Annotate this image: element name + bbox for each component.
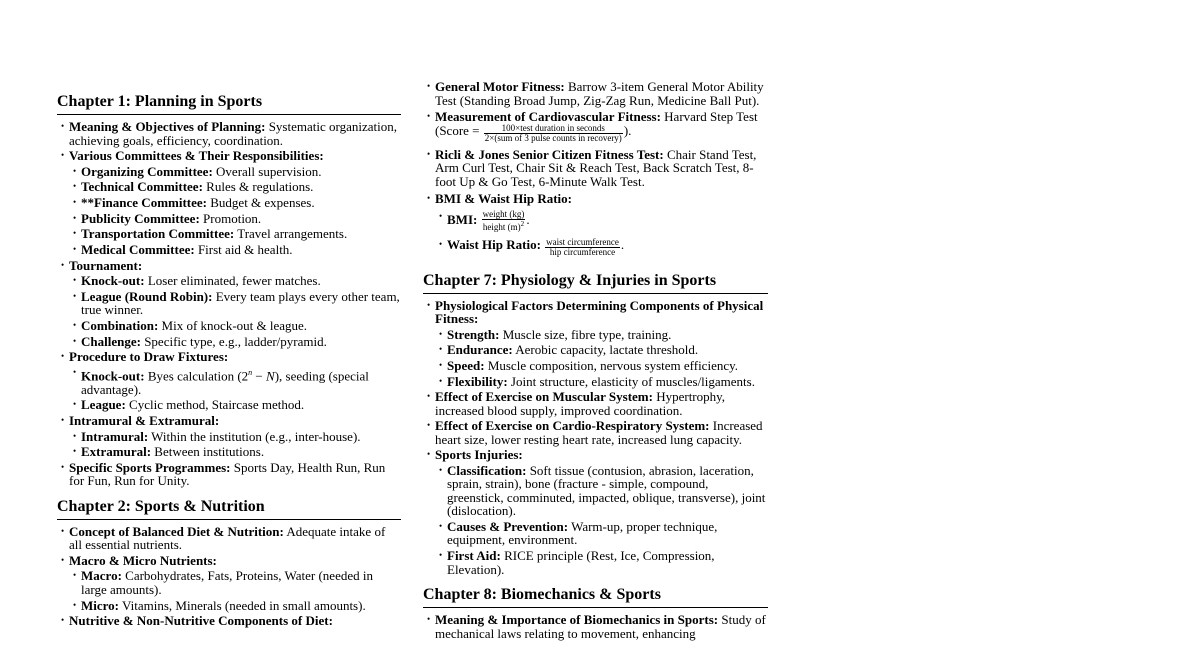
chapter-7-heading: Chapter 7: Physiology & Injuries in Sports <box>423 271 768 294</box>
list-item: • Effect of Exercise on Muscular System: Hypertrophy, increased blood supply, improved coordination. <box>423 390 768 417</box>
list-item: • Various Committees & Their Responsibilities: <box>57 149 401 163</box>
list-item: • Nutritive & Non-Nutritive Components of Diet: <box>57 614 401 628</box>
list-item: • Speed: Muscle composition, nervous system efficiency. <box>435 359 768 373</box>
list-item: • Meaning & Importance of Biomechanics in Sports: Study of mechanical laws relating to movement, enhancing <box>423 613 768 640</box>
right-column <box>423 80 768 649</box>
list-item: • Waist Hip Ratio: $\frac{\text{waist circumference}}{\text{hip circumference}}$ . <box>435 238 768 257</box>
list-item: • Effect of Exercise on Cardio-Respiratory System: Increased heart size, lower resting heart rate, increased lung capacity. <box>423 419 768 446</box>
list-item: • Intramural: Within the institution (e.g., inter-house). <box>69 430 401 444</box>
harvard-score-fraction: $\frac{\text{100×test duration in seconds}}{\text{2×(sum of 3 pulse counts in recovery)}}$ <box>484 122 622 143</box>
list-item: • Strength: Muscle size, fibre type, training. <box>435 328 768 342</box>
list-item: • Tournament: <box>57 259 401 273</box>
list-item: • First Aid: RICE principle (Rest, Ice, Compression, Elevation). <box>435 549 768 576</box>
list-item: • General Motor Fitness: Barrow 3-item General Motor Ability Test (Standing Broad Jump, Zig-Zag Run, Medicine Ball Put). <box>423 80 768 107</box>
list-item: • Causes & Prevention: Warm-up, proper technique, equipment, environment. <box>435 520 768 547</box>
list-item: • Sports Injuries: <box>423 448 768 462</box>
list-item: • Combination: Mix of knock-out & league. <box>69 319 401 333</box>
list-item: • Flexibility: Joint structure, elasticity of muscles/ligaments. <box>435 375 768 389</box>
list-item: • Macro & Micro Nutrients: <box>57 554 401 568</box>
list-item: • Publicity Committee: Promotion. <box>69 212 401 226</box>
list-item: • BMI: $\frac{\text{weight (kg)}}{height (m)^2}$ . <box>435 210 768 232</box>
list-item: • Specific Sports Programmes: Sports Day, Health Run, Run for Fun, Run for Unity. <box>57 461 401 488</box>
list-item: • Medical Committee: First aid & health. <box>69 243 401 257</box>
list-item: • Challenge: Specific type, e.g., ladder/pyramid. <box>69 335 401 349</box>
list-item: • Extramural: Between institutions. <box>69 445 401 459</box>
list-item: • Measurement of Cardiovascular Fitness: Harvard Step Test (Score = $\frac{\text{100×test duration in seconds}}{\text{2×(sum of 3 pulse counts in recovery)}}$ ). <box>423 110 768 143</box>
list-item: • Classification: Soft tissue (contusion, abrasion, laceration, sprain, strain), bone (fracture - simple, compound, greenstick, comminuted, impacted, oblique, transverse), joint (dislocation). <box>435 464 768 518</box>
list-item: • Concept of Balanced Diet & Nutrition: Adequate intake of all essential nutrients. <box>57 525 401 552</box>
list-item: • Procedure to Draw Fixtures: <box>57 350 401 364</box>
list-item: • Meaning & Objectives of Planning: Systematic organization, achieving goals, efficiency, coordination. <box>57 120 401 147</box>
list-item: • Transportation Committee: Travel arrangements. <box>69 227 401 241</box>
bmi-fraction: $\frac{\text{weight (kg)}}{height (m)^2}$ <box>482 208 525 232</box>
list-item: • Micro: Vitamins, Minerals (needed in small amounts). <box>69 599 401 613</box>
waist-hip-fraction: $\frac{\text{waist circumference}}{\text{hip circumference}}$ <box>546 236 619 257</box>
list-item: • Intramural & Extramural: <box>57 414 401 428</box>
chapter-2-heading: Chapter 2: Sports & Nutrition <box>57 497 401 520</box>
chapter-1-heading: Chapter 1: Planning in Sports <box>57 92 401 115</box>
list-item: • **Finance Committee: Budget & expenses. <box>69 196 401 210</box>
list-item: • League: Cyclic method, Staircase method. <box>69 398 401 412</box>
chapter-8-heading: Chapter 8: Biomechanics & Sports <box>423 585 768 608</box>
list-item: • Macro: Carbohydrates, Fats, Proteins, Water (needed in large amounts). <box>69 569 401 596</box>
list-item: • BMI & Waist Hip Ratio: <box>423 192 768 206</box>
chapter-1-list <box>57 120 401 488</box>
list-item: • Technical Committee: Rules & regulations. <box>69 180 401 194</box>
list-item: • Endurance: Aerobic capacity, lactate threshold. <box>435 343 768 357</box>
fitness-tests-list <box>423 80 768 257</box>
list-item: • Organizing Committee: Overall supervision. <box>69 165 401 179</box>
list-item: • Ricli & Jones Senior Citizen Fitness Test: Chair Stand Test, Arm Curl Test, Chair Sit & Reach Test, Back Scratch Test, 8-foot Up & Go Test, 6-Minute Walk Test. <box>423 148 768 189</box>
list-item: • Knock-out: Byes calculation $(2^n - N)$, seeding (special advantage). <box>69 366 401 396</box>
list-item: • League (Round Robin): Every team plays every other team, true winner. <box>69 290 401 317</box>
chapter-2-list <box>57 525 401 628</box>
left-column <box>57 92 401 637</box>
chapter-8-list <box>423 613 768 640</box>
chapter-7-list <box>423 299 768 577</box>
list-item: • Physiological Factors Determining Components of Physical Fitness: <box>423 299 768 326</box>
list-item: • Knock-out: Loser eliminated, fewer matches. <box>69 274 401 288</box>
